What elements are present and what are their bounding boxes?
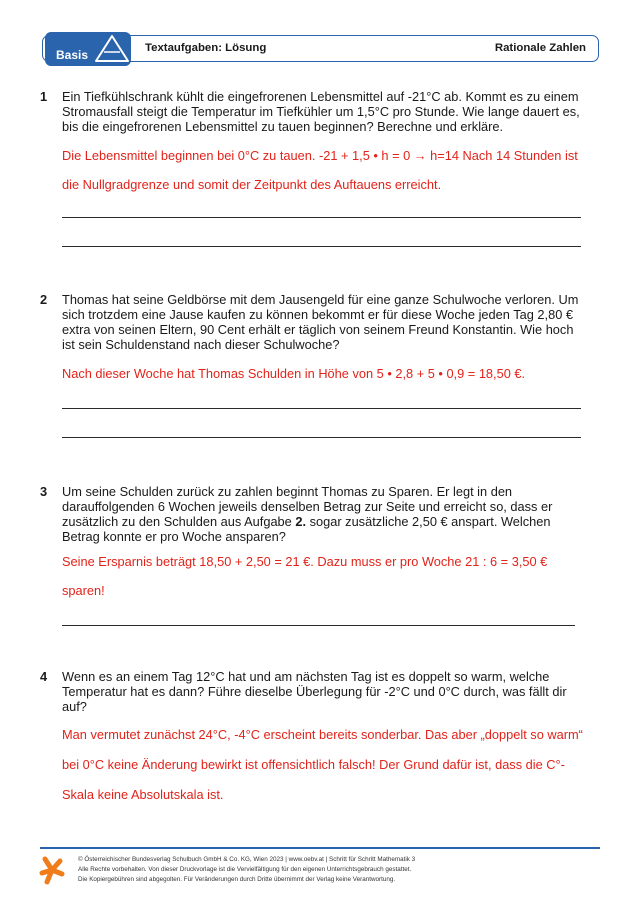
answer-text-line: bei 0°C keine Änderung bewirkt ist offensichtlich falsch! Der Grund dafür ist, dass die C°- [62,757,565,772]
task-question [62,292,578,352]
question-text: sogar zusätzliche 2,50 € anspart. Welchen [306,514,551,529]
question-line: bis die eingefrorenen Lebensmittel zu tauen beginnen? Berechne und erkläre. [62,119,504,134]
answer-line [62,246,581,247]
question-line: ist sein Schuldenstand nach dieser Schulwoche? [62,337,340,352]
logo-text: Basis [56,48,89,62]
task-3 [0,484,640,598]
task-2 [0,292,640,381]
answer-text-line: Skala keine Absolutskala ist. [62,787,224,802]
task-reference: 2. [295,514,307,529]
footer-line: © Österreichischer Bundesverlag Schulbuch GmbH & Co. KG, Wien 2023 | www.oebv.at | Schritt für Schritt Mathematik 3 [78,856,416,863]
answer-line [62,408,581,409]
question-line: auf? [62,699,87,714]
task-question [62,669,567,714]
answer-text-line: Seine Ersparnis beträgt 18,50 + 2,50 = 21 €. Dazu muss er pro Woche 21 : 6 = 3,50 € [62,553,548,569]
answer-text-line: Die Lebensmittel beginnen bei 0°C zu tauen. -21 + 1,5 • h = 0 → h=14 Nach 14 Stunden ist [62,148,578,163]
task-1 [0,89,640,192]
question-line [62,514,552,529]
task-answer [62,720,583,810]
question-line: sich trotzdem eine Jause kaufen zu können bekommt er für diese Woche jeden Tag 2,80 € [62,307,573,322]
question-line: Betrag konnte er pro Woche ansparen? [62,529,286,544]
question-line: Wenn es an einem Tag 12°C hat und am nächsten Tag ist es doppelt so warm, welche [62,669,550,684]
answer-line [62,217,581,218]
copyright-notice [78,855,415,885]
task-number: 2 [40,292,48,307]
page-title: Textaufgaben: Lösung [145,42,267,54]
answer-line [62,437,581,438]
task-number: 1 [40,89,48,104]
basis-level-logo [45,32,131,66]
answer-line [62,625,575,626]
answer-text-line: sparen! [62,582,105,598]
answer-text-line: die Nullgradgrenze und somit der Zeitpunkt des Auftauens erreicht. [62,177,442,192]
task-answer [62,359,525,388]
question-line: Ein Tiefkühlschrank kühlt die eingefrorenen Lebensmittel auf -21°C ab. Kommt es zu einem [62,89,579,104]
footer-divider [40,847,600,849]
task-answer [62,141,578,199]
question-line: darauffolgenden 6 Wochen jeweils denselben Betrag zur Seite und erreicht so, dass er [62,499,553,514]
oebv-logo-icon [39,855,65,885]
answer-text-line: Nach dieser Woche hat Thomas Schulden in Höhe von 5 • 2,8 + 5 • 0,9 = 18,50 €. [62,365,526,381]
question-text: zusätzlich zu den Schulden aus Aufgabe [62,514,296,529]
footer-line: Alle Rechte vorbehalten. Von dieser Druckvorlage ist die Vervielfältigung für den eigenen Unterrichtsgebrauch gestattet. [78,866,412,873]
question-line: Temperatur hat es dann? Führe dieselbe Überlegung für -2°C und 0°C durch, was fällt dir [62,684,567,699]
task-answer [62,547,547,605]
question-line: Stromausfall steigt die Temperatur im Tiefkühler um 1,5°C pro Stunde. Wie lange dauert es, [62,104,580,119]
task-4 [0,669,640,802]
question-line: Thomas hat seine Geldbörse mit dem Jausengeld für eine ganze Schulwoche verloren. Um [62,292,579,307]
answer-text-line: Man vermutet zunächst 24°C, -4°C erscheint bereits sonderbar. Das aber „doppelt so warm“ [62,727,583,742]
task-question [62,484,552,544]
task-number: 4 [40,669,48,684]
question-line: Um seine Schulden zurück zu zahlen beginnt Thomas zu Sparen. Er legt in den [62,484,513,499]
task-question [62,89,580,134]
topic-title: Rationale Zahlen [494,42,586,54]
footer-line: Die Kopiergebühren sind abgegolten. Für Veränderungen durch Dritte übernimmt der Verlag keine Verantwortung. [78,876,396,883]
task-number: 3 [40,484,48,499]
question-line: extra von seinen Eltern, 90 Cent erhält er täglich von seinem Freund Konstantin. Wie hoch [62,322,574,337]
